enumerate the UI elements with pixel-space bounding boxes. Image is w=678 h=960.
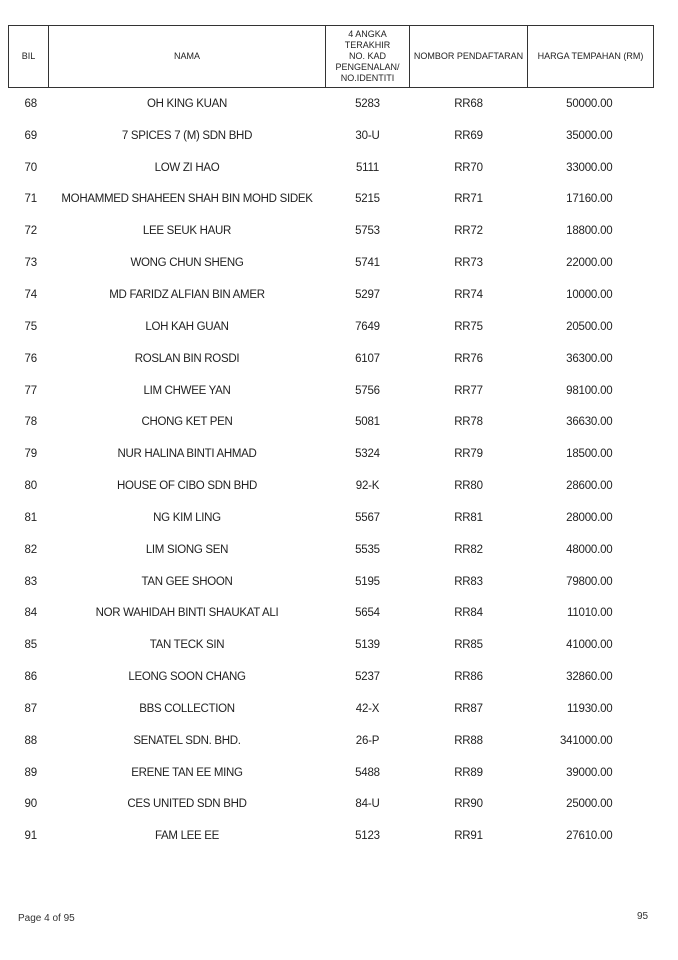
cell-nama: LIM CHWEE YAN xyxy=(143,384,231,397)
cell-harga: 27610.00 xyxy=(566,830,613,843)
table-row xyxy=(9,820,654,852)
cell-bil: 83 xyxy=(24,575,37,588)
cell-harga: 17160.00 xyxy=(566,193,613,206)
cell-nama: FAM LEE EE xyxy=(154,830,220,843)
cell-nama: CES UNITED SDN BHD xyxy=(127,798,247,811)
cell-reg: RR68 xyxy=(454,97,483,110)
cell-harga: 10000.00 xyxy=(566,288,613,301)
cell-bil: 76 xyxy=(24,352,37,365)
cell-nama: OH KING KUAN xyxy=(146,97,228,110)
cell-reg: RR80 xyxy=(454,480,483,493)
cell-ic: 5111 xyxy=(355,161,380,174)
header-ic-line3: PENGENALAN/ xyxy=(335,62,400,72)
cell-ic: 5741 xyxy=(355,257,380,270)
cell-harga: 32860.00 xyxy=(566,671,613,684)
cell-ic: 6107 xyxy=(355,352,380,365)
cell-reg: RR70 xyxy=(454,161,483,174)
table-row xyxy=(9,184,654,216)
cell-bil: 85 xyxy=(24,639,37,652)
cell-nama: LIM SIONG SEN xyxy=(145,543,229,556)
cell-reg: RR72 xyxy=(454,225,483,238)
table-row xyxy=(9,438,654,470)
cell-reg: RR73 xyxy=(454,257,483,270)
table-row xyxy=(9,629,654,661)
table-row xyxy=(9,693,654,725)
cell-ic: 30-U xyxy=(355,129,380,142)
cell-harga: 20500.00 xyxy=(566,320,613,333)
table-row xyxy=(9,343,654,375)
table-row xyxy=(9,88,654,120)
cell-harga: 41000.00 xyxy=(566,639,613,652)
cell-nama: TAN TECK SIN xyxy=(149,639,225,652)
cell-ic: 5756 xyxy=(355,384,380,397)
table-row xyxy=(9,789,654,821)
table-row xyxy=(9,757,654,789)
cell-bil: 88 xyxy=(24,734,37,747)
cell-nama: NUR HALINA BINTI AHMAD xyxy=(117,448,257,461)
cell-nama: WONG CHUN SHENG xyxy=(130,257,244,270)
table-row xyxy=(9,247,654,279)
cell-ic: 5283 xyxy=(355,97,380,110)
cell-ic: 26-P xyxy=(355,734,380,747)
cell-reg: RR91 xyxy=(454,830,483,843)
cell-ic: 5195 xyxy=(355,575,380,588)
cell-nama: LEE SEUK HAUR xyxy=(142,225,232,238)
table-row xyxy=(9,534,654,566)
header-nama: NAMA xyxy=(49,26,326,88)
cell-reg: RR86 xyxy=(454,671,483,684)
cell-ic: 5654 xyxy=(355,607,380,620)
cell-ic: 42-X xyxy=(355,702,380,715)
cell-nama: NG KIM LING xyxy=(153,511,221,524)
header-bil: BIL xyxy=(9,26,49,88)
cell-nama: NOR WAHIDAH BINTI SHAUKAT ALI xyxy=(95,607,279,620)
cell-harga: 28600.00 xyxy=(566,480,613,493)
cell-reg: RR69 xyxy=(454,129,483,142)
cell-ic: 5123 xyxy=(355,830,380,843)
cell-reg: RR77 xyxy=(454,384,483,397)
cell-bil: 68 xyxy=(24,97,37,110)
cell-nama: BBS COLLECTION xyxy=(139,702,235,715)
cell-ic: 92-K xyxy=(355,480,380,493)
table-row xyxy=(9,470,654,502)
cell-ic: 5324 xyxy=(355,448,380,461)
cell-reg: RR84 xyxy=(454,607,483,620)
cell-harga: 50000.00 xyxy=(566,97,613,110)
cell-bil: 69 xyxy=(24,129,37,142)
cell-bil: 71 xyxy=(24,193,37,206)
cell-reg: RR78 xyxy=(454,416,483,429)
cell-bil: 86 xyxy=(24,671,37,684)
table-row xyxy=(9,566,654,598)
cell-harga: 36630.00 xyxy=(566,416,613,429)
cell-reg: RR75 xyxy=(454,320,483,333)
cell-harga: 25000.00 xyxy=(566,798,613,811)
cell-ic: 5215 xyxy=(355,193,380,206)
cell-harga: 39000.00 xyxy=(566,766,613,779)
table-row xyxy=(9,152,654,184)
cell-reg: RR89 xyxy=(454,766,483,779)
cell-nama: LOH KAH GUAN xyxy=(145,320,229,333)
cell-bil: 75 xyxy=(24,320,37,333)
cell-reg: RR85 xyxy=(454,639,483,652)
cell-bil: 91 xyxy=(24,830,37,843)
cell-harga: 98100.00 xyxy=(566,384,613,397)
cell-bil: 77 xyxy=(24,384,37,397)
cell-harga: 11010.00 xyxy=(566,607,613,620)
cell-harga: 341000.00 xyxy=(559,734,613,747)
cell-harga: 18800.00 xyxy=(566,225,613,238)
table-row xyxy=(9,279,654,311)
cell-nama: MD FARIDZ ALFIAN BIN AMER xyxy=(109,288,265,301)
cell-bil: 74 xyxy=(24,288,37,301)
table-row xyxy=(9,725,654,757)
cell-nama: LOW ZI HAO xyxy=(154,161,220,174)
cell-reg: RR81 xyxy=(454,511,483,524)
cell-reg: RR79 xyxy=(454,448,483,461)
page-number: 95 xyxy=(637,911,649,922)
cell-bil: 87 xyxy=(24,702,37,715)
cell-ic: 7649 xyxy=(355,320,380,333)
cell-harga: 28000.00 xyxy=(566,511,613,524)
cell-harga: 11930.00 xyxy=(566,702,613,715)
cell-ic: 5081 xyxy=(355,416,380,429)
header-ic-line2: NO. KAD xyxy=(348,51,386,61)
cell-nama: LEONG SOON CHANG xyxy=(128,671,246,684)
cell-harga: 35000.00 xyxy=(566,129,613,142)
table-row xyxy=(9,311,654,343)
table-row xyxy=(9,406,654,438)
cell-bil: 72 xyxy=(24,225,37,238)
cell-nama: 7 SPICES 7 (M) SDN BHD xyxy=(121,129,253,142)
cell-ic: 5297 xyxy=(355,288,380,301)
header-harga: HARGA TEMPAHAN (RM) xyxy=(528,26,654,88)
cell-bil: 80 xyxy=(24,480,37,493)
cell-harga: 36300.00 xyxy=(566,352,613,365)
cell-bil: 90 xyxy=(24,798,37,811)
cell-ic: 84-U xyxy=(355,798,380,811)
cell-bil: 84 xyxy=(24,607,37,620)
cell-harga: 79800.00 xyxy=(566,575,613,588)
cell-reg: RR76 xyxy=(454,352,483,365)
cell-reg: RR87 xyxy=(454,702,483,715)
cell-reg: RR82 xyxy=(454,543,483,556)
table-header xyxy=(9,26,654,88)
cell-harga: 33000.00 xyxy=(566,161,613,174)
cell-nama: CHONG KET PEN xyxy=(141,416,233,429)
cell-ic: 5567 xyxy=(355,511,380,524)
registration-table xyxy=(8,25,654,852)
cell-bil: 89 xyxy=(24,766,37,779)
cell-nama: ROSLAN BIN ROSDI xyxy=(134,352,240,365)
cell-ic: 5535 xyxy=(355,543,380,556)
table-body xyxy=(9,88,654,853)
cell-bil: 70 xyxy=(24,161,37,174)
cell-reg: RR88 xyxy=(454,734,483,747)
cell-reg: RR90 xyxy=(454,798,483,811)
header-reg: NOMBOR PENDAFTARAN xyxy=(410,26,528,88)
page-label: Page 4 of 95 xyxy=(18,913,75,924)
cell-harga: 18500.00 xyxy=(566,448,613,461)
cell-nama: HOUSE OF CIBO SDN BHD xyxy=(116,480,258,493)
table-row xyxy=(9,120,654,152)
table-row xyxy=(9,598,654,630)
cell-bil: 73 xyxy=(24,257,37,270)
cell-nama: ERENE TAN EE MING xyxy=(131,766,243,779)
header-ic-line1: 4 ANGKA TERAKHIR xyxy=(344,29,391,50)
cell-nama: MOHAMMED SHAHEEN SHAH BIN MOHD SIDEK xyxy=(61,193,313,206)
cell-bil: 81 xyxy=(24,511,37,524)
cell-bil: 82 xyxy=(24,543,37,556)
table-row xyxy=(9,215,654,247)
table-row xyxy=(9,375,654,407)
cell-ic: 5237 xyxy=(355,671,380,684)
cell-ic: 5139 xyxy=(355,639,380,652)
cell-nama: TAN GEE SHOON xyxy=(141,575,233,588)
table-row xyxy=(9,502,654,534)
cell-nama: SENATEL SDN. BHD. xyxy=(133,734,241,747)
header-ic xyxy=(326,26,410,88)
cell-reg: RR71 xyxy=(454,193,483,206)
cell-harga: 22000.00 xyxy=(566,257,613,270)
cell-bil: 78 xyxy=(24,416,37,429)
header-ic-line4: NO.IDENTITI xyxy=(340,73,395,83)
table-row xyxy=(9,661,654,693)
cell-reg: RR74 xyxy=(454,288,483,301)
cell-ic: 5753 xyxy=(355,225,380,238)
cell-reg: RR83 xyxy=(454,575,483,588)
cell-ic: 5488 xyxy=(355,766,380,779)
cell-harga: 48000.00 xyxy=(566,543,613,556)
cell-bil: 79 xyxy=(24,448,37,461)
